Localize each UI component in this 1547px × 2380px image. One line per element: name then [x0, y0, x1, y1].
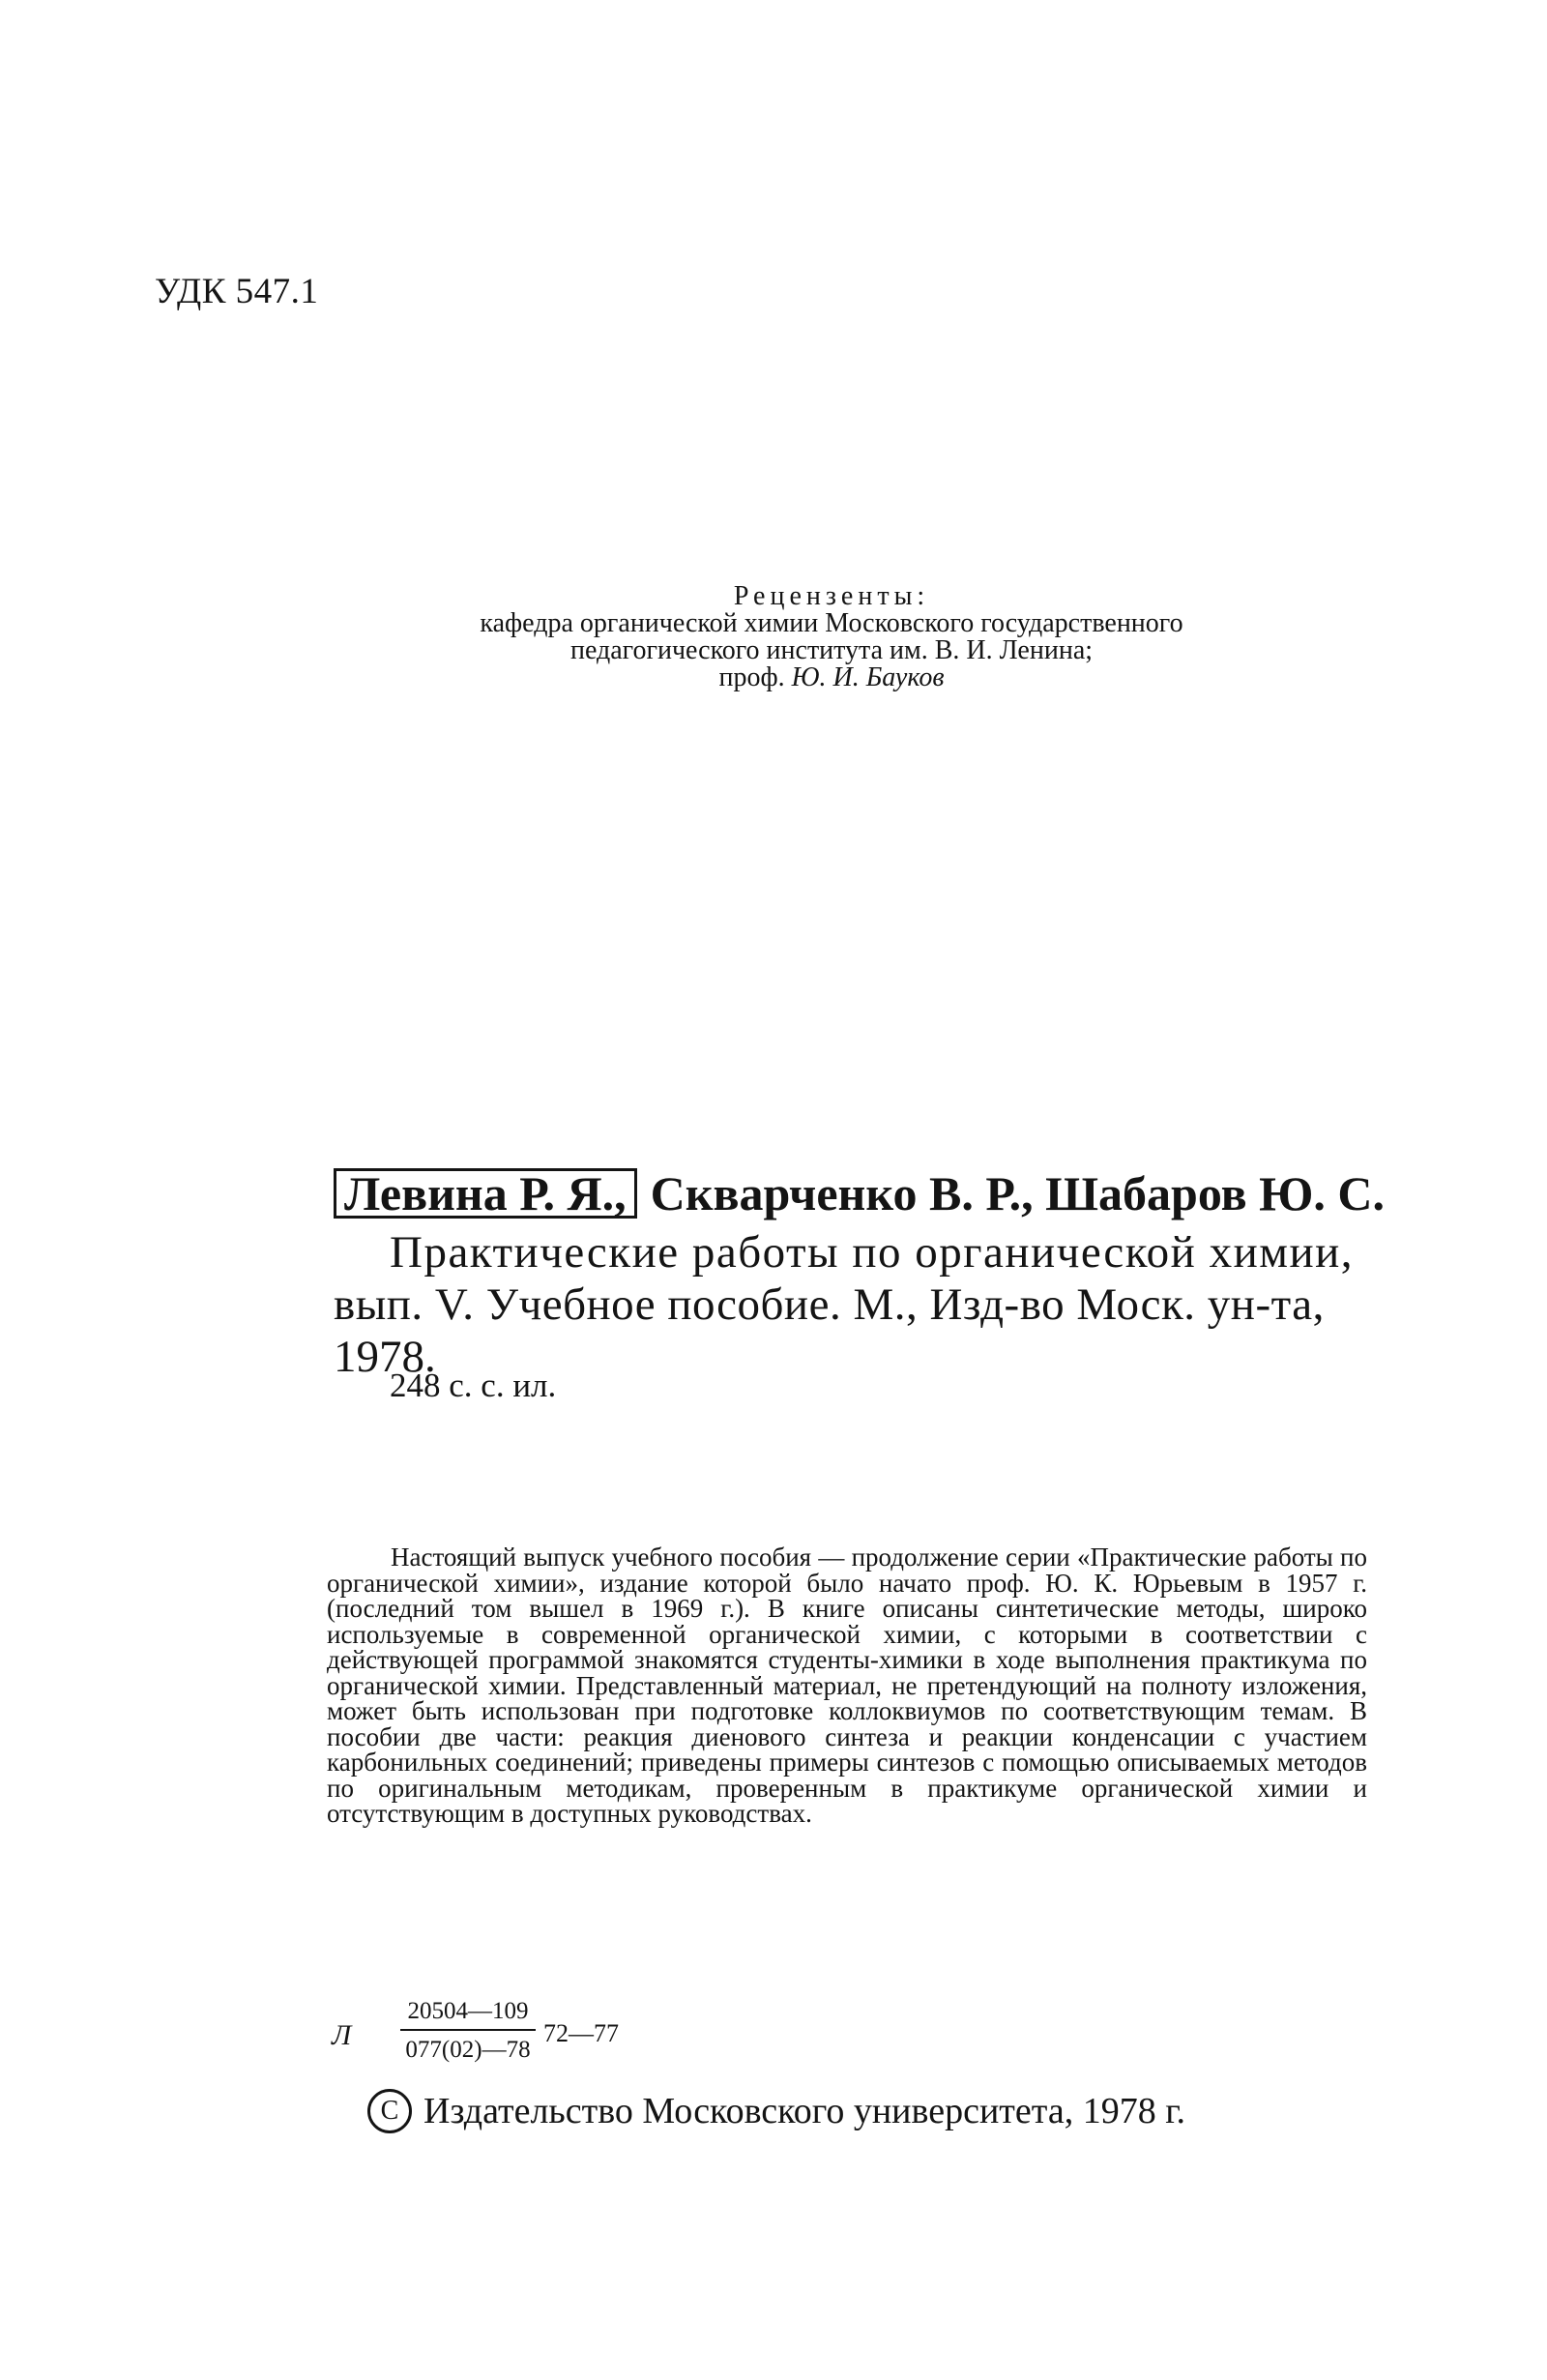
fraction-numerator: 20504—109 [400, 1998, 536, 2031]
reviewer-title-prefix: проф. [718, 662, 785, 692]
reviewers-line-2: педагогического института им. В. И. Ленина; [569, 635, 1094, 665]
reviewers-line-1: кафедра органической химии Московского государственного [480, 608, 1183, 638]
reviewers-title: Рецензенты: [733, 581, 930, 611]
citation-line-2: вып. V. Учебное пособие. М., Изд-во Моск. ун-та, [334, 1279, 1325, 1330]
copyright-icon: С [367, 2089, 412, 2133]
classification-fraction [400, 1998, 536, 2064]
udk-code: УДК 547.1 [155, 272, 319, 311]
classification-letter: Л [332, 2019, 352, 2051]
copyright-text: Издательство Московского университета, 1978 г. [423, 2091, 1186, 2131]
other-authors: Скварченко В. Р., Шабаров Ю. С. [650, 1166, 1385, 1220]
authors-line [334, 1165, 1385, 1221]
abstract-text: Настоящий выпуск учебного пособия — продолжение серии «Практические работы по органической химии», издание которой было начато проф. Ю. К. Юрьевым в 1957 г. (последний том вышел в 1969 г.). В книге описаны синтетические методы, широко используемые в современной органической химии, с которыми в соответствии с действующей программой знакомятся студенты-химики в ходе выполнения практикума по органической химии. Представленный материал, не претендующий на полноту изложения, может быть использован при подготовке коллоквиумов по соответствующим темам. В пособии две части: реакция диенового синтеза и реакции конденсации с участием карбонильных соединений; приведены примеры синтезов с помощью описываемых методов по оригинальным методикам, проверенным в практикуме органической химии и отсутствующим в доступных руководствах. [327, 1543, 1367, 1828]
page-count: 248 с. с. ил. [390, 1366, 557, 1404]
citation-line-3: 1978. [334, 1332, 436, 1382]
citation-line-1: Практические работы по органической химии, [390, 1227, 1355, 1278]
copyright-line [367, 2089, 1185, 2133]
abstract-block [327, 1544, 1367, 1827]
citation-title [334, 1226, 1368, 1383]
classification-suffix: 72—77 [543, 2019, 619, 2047]
deceased-author-frame: Левина Р. Я., [334, 1168, 637, 1219]
reviewer-name: Ю. И. Бауков [791, 662, 945, 692]
reviewers-line-3 [367, 664, 1296, 691]
reviewers-block [367, 583, 1296, 691]
fraction-denominator: 077(02)—78 [405, 2037, 531, 2063]
